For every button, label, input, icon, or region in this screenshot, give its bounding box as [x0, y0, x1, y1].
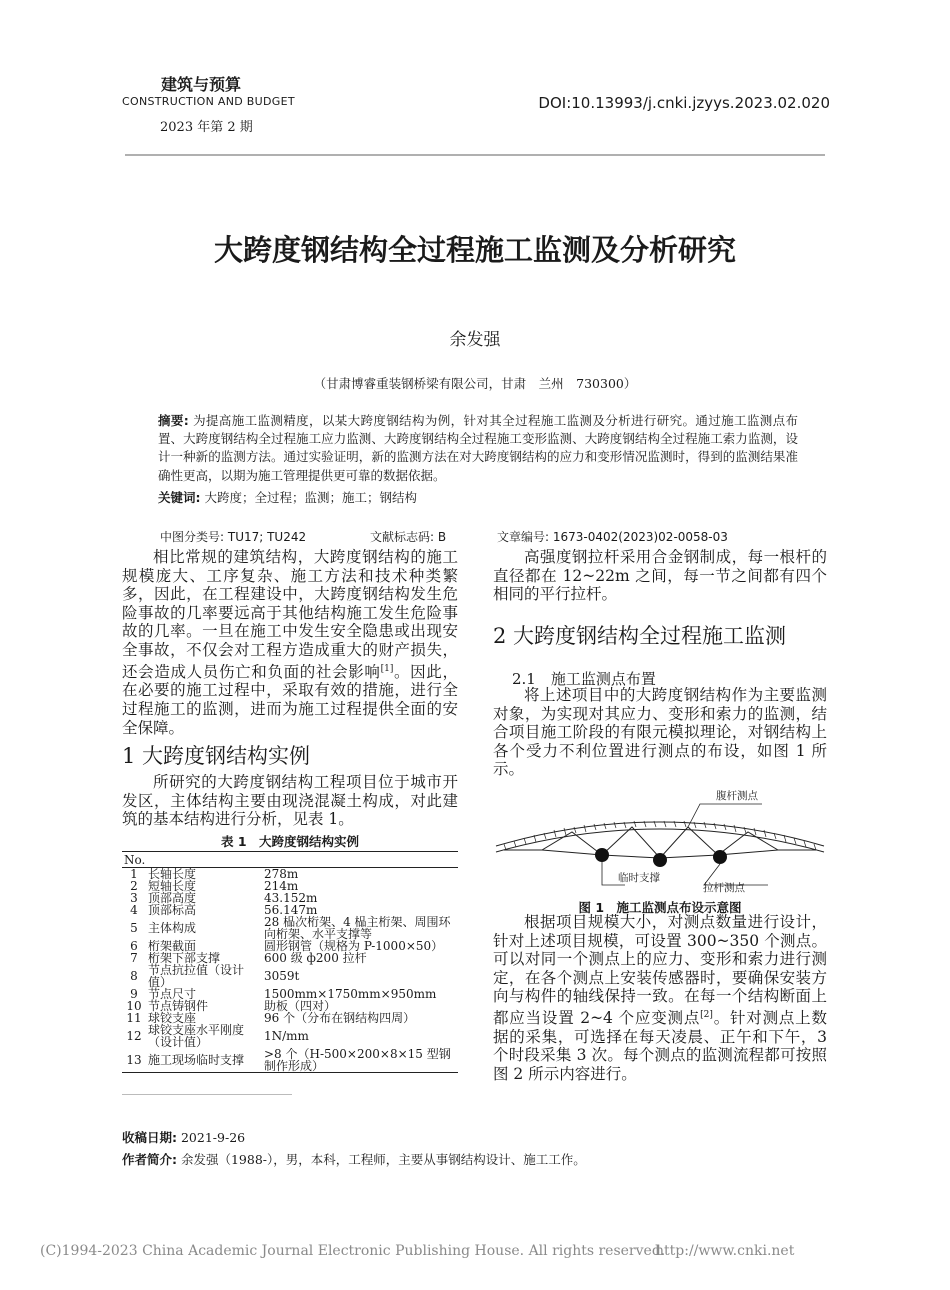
received-date — [122, 1128, 245, 1146]
abstract — [158, 412, 798, 485]
table-cell-no: 12 — [126, 1029, 142, 1043]
section-heading-1: 1 大跨度钢结构实例 — [122, 744, 311, 768]
paragraph-text: 。因此，在必要的施工过程中，采取有效的措施，进行全过程施工的监测，进而为施工过程提供全面的安全保障。 — [122, 662, 458, 737]
journal-issue: 2023 年第 2 期 — [160, 120, 253, 135]
author-affiliation: （甘肃博睿重装钢桥梁有限公司，甘肃 兰州 730300） — [313, 376, 637, 391]
table-cell-item: 施工现场临时支撑 — [146, 1048, 262, 1073]
copyright-notice: (C)1994-2023 China Academic Journal Electronic Publishing House. All rights reserved. — [40, 1243, 666, 1259]
body-paragraph: 所研究的大跨度钢结构工程项目位于城市开发区，主体结构主要由现浇混凝土构成，对此建筑的基本结构进行分析，见表 1。 — [122, 773, 458, 829]
table-cell-value: 28 榀次桁架、4 榀主桁架、周围环向桁架、水平支撑等 — [264, 915, 451, 941]
table-cell-item: 球铰支座 — [148, 1011, 197, 1025]
body-paragraph: 高强度钢拉杆采用合金钢制成，每一根杆的直径都在 12~22m 之间，每一节之间都有四个相同的平行拉杆。 — [493, 548, 827, 604]
table-cell-value: 96 个（分布在钢结构四周） — [264, 1011, 416, 1025]
article-number: 文章编号: 1673-0402(2023)02-0058-03 — [497, 530, 728, 544]
label-web-point: 腹杆测点 — [716, 790, 758, 802]
keywords-text: 大跨度；全过程；监测；施工；钢结构 — [204, 490, 417, 505]
table-cell-value: >8 个（H-500×200×8×15 型钢制作形成） — [262, 1048, 458, 1073]
table-cell-value: 43.152m — [264, 891, 318, 905]
table-cell-no: 11 — [126, 1011, 142, 1025]
table-header-row — [122, 852, 458, 868]
table-cell-no: 8 — [130, 969, 138, 983]
monitoring-point — [595, 848, 609, 862]
body-paragraph: 将上述项目中的大跨度钢结构作为主要监测对象，为实现对其应力、变形和索力的监测，结合项目施工阶段的有限元模拟理论，对钢结构上各个受力不利位置进行测点的布设，如图 1 所示。 — [493, 686, 827, 779]
cnki-link[interactable]: http://www.cnki.net — [655, 1243, 795, 1259]
table-cell-value: 圆形钢管（规格为 P-1000×50） — [264, 939, 444, 953]
keywords-label: 关键词: — [158, 490, 201, 505]
table-cell-item: 节点铸钢件 — [148, 999, 209, 1013]
article-title: 大跨度钢结构全过程施工监测及分析研究 — [213, 233, 736, 267]
keywords — [158, 488, 798, 506]
table-cell-no: 5 — [130, 921, 138, 935]
body-paragraph — [493, 913, 827, 1084]
table-cell-item: 桁架下部支撑 — [148, 951, 221, 965]
table-cell-no: 4 — [130, 903, 138, 917]
author-bio — [122, 1150, 586, 1168]
table-cell-no: 7 — [130, 951, 138, 965]
table-cell-value: 56.147m — [264, 903, 318, 917]
table-cell-item: 节点尺寸 — [148, 987, 197, 1001]
table-cell-value: 1500mm×1750mm×950mm — [264, 987, 437, 1001]
table-cell-item: 长轴长度 — [148, 867, 197, 881]
table-cell-item: 顶部标高 — [148, 903, 197, 917]
subsection-heading-2-1: 2.1 施工监测点布置 — [512, 670, 656, 688]
structure-table — [122, 851, 458, 1073]
figure-monitoring-layout — [490, 780, 830, 896]
paragraph-text: 根据项目规模大小，对测点数量进行设计，针对上述项目规模，可设置 300~350 个测点。可以对同一个测点上的应力、变形和索力进行测定，在各个测点上安装传感器时，要确保安装方向与构件的轴线保持一致。在每一个结构断面上都应当设置 2~4 个应变测点 — [493, 913, 827, 1028]
clc-number: 中图分类号: TU17; TU242 — [160, 530, 307, 544]
bio-text: 余发强（1988-），男，本科，工程师，主要从事钢结构设计、施工工作。 — [180, 1152, 586, 1167]
table-cell-item: 节点抗拉值（设计值） — [148, 963, 245, 989]
table-cell-item: 桁架截面 — [148, 939, 197, 953]
footnote-divider — [122, 1094, 292, 1095]
table-cell-value: 助板（四对） — [264, 999, 337, 1013]
table-cell-item: 顶部高度 — [148, 891, 197, 905]
table-row — [122, 964, 458, 988]
truss-hatch — [504, 821, 816, 850]
table-cell-value: 3059t — [264, 969, 300, 983]
bio-label: 作者简介: — [122, 1152, 177, 1167]
table-cell-no: 2 — [130, 879, 138, 893]
table-row — [122, 1048, 458, 1073]
reference-marker: [1] — [380, 663, 394, 674]
table-cell-item: 短轴长度 — [148, 879, 197, 893]
table-cell-value: 600 级 ф200 拉杆 — [264, 951, 367, 965]
journal-name-en: CONSTRUCTION AND BUDGET — [122, 95, 295, 108]
received-label: 收稿日期: — [122, 1130, 177, 1145]
paragraph-text: 。针对测点上数据的采集，可选择在每天凌晨、正午和下午，3 个时段采集 3 次。每个测点的监测流程都可按照图 2 所示内容进行。 — [493, 1009, 827, 1083]
table-cell-item: 球铰支座水平刚度（设计值） — [148, 1023, 245, 1049]
table-cell-no: 6 — [130, 939, 138, 953]
table-row — [122, 1024, 458, 1048]
table-cell-item: 主体构成 — [148, 921, 197, 935]
body-paragraph — [122, 548, 458, 737]
table-row — [122, 916, 458, 940]
monitoring-point — [653, 853, 667, 867]
table-cell-value: 278m — [264, 867, 299, 881]
received-value: 2021-9-26 — [180, 1130, 246, 1145]
table-cell-value: 1N/mm — [264, 1029, 309, 1043]
label-chord-point: 拉杆测点 — [703, 882, 745, 894]
journal-name: 建筑与预算 — [161, 75, 242, 94]
author-name: 余发强 — [449, 330, 501, 350]
monitoring-point — [713, 850, 727, 864]
table-header-no: No. — [122, 852, 458, 868]
header-divider — [125, 154, 825, 156]
abstract-text: 为提高施工监测精度，以某大跨度钢结构为例，针对其全过程施工监测及分析进行研究。通过施工监测点布置、大跨度钢结构全过程施工应力监测、大跨度钢结构全过程施工变形监测、大跨度钢结构全过程施工索力监测，设计一种新的监测方法。通过实验证明，新的监测方法在对大跨度钢结构的应力和变形情况监测时，得到的监测结果准确性更高，以期为施工管理提供更可靠的数据依据。 — [158, 413, 798, 483]
table-cell-no: 10 — [126, 999, 142, 1013]
table-cell-no: 9 — [130, 987, 138, 1001]
paragraph-text: 相比常规的建筑结构，大跨度钢结构的施工规模庞大、工序复杂、施工方法和技术种类繁多，因此，在工程建设中，大跨度钢结构发生危险事故的几率要远高于其他结构施工发生危险事故的几率。一旦在施工中发生安全隐患或出现安全事故，不仅会对工程方造成重大的财产损失，还会造成人员伤亡和负面的社会影响 — [122, 548, 458, 681]
figure-caption: 图 1 施工监测点布设示意图 — [578, 900, 742, 915]
table-title: 表 1 大跨度钢结构实例 — [220, 834, 360, 849]
table-cell-no: 13 — [122, 1048, 146, 1073]
label-temporary-support: 临时支撑 — [618, 872, 660, 884]
section-heading-2: 2 大跨度钢结构全过程施工监测 — [493, 624, 787, 648]
truss-top-chord-outer — [496, 822, 824, 846]
table-cell-no: 1 — [130, 867, 138, 881]
table-cell-value: 214m — [264, 879, 299, 893]
reference-marker: [2] — [700, 1009, 713, 1020]
doi: DOI:10.13993/j.cnki.jzyys.2023.02.020 — [538, 94, 830, 112]
table-cell-no: 3 — [130, 891, 138, 905]
document-code: 文献标志码: B — [370, 530, 447, 544]
abstract-label: 摘要: — [158, 413, 189, 428]
